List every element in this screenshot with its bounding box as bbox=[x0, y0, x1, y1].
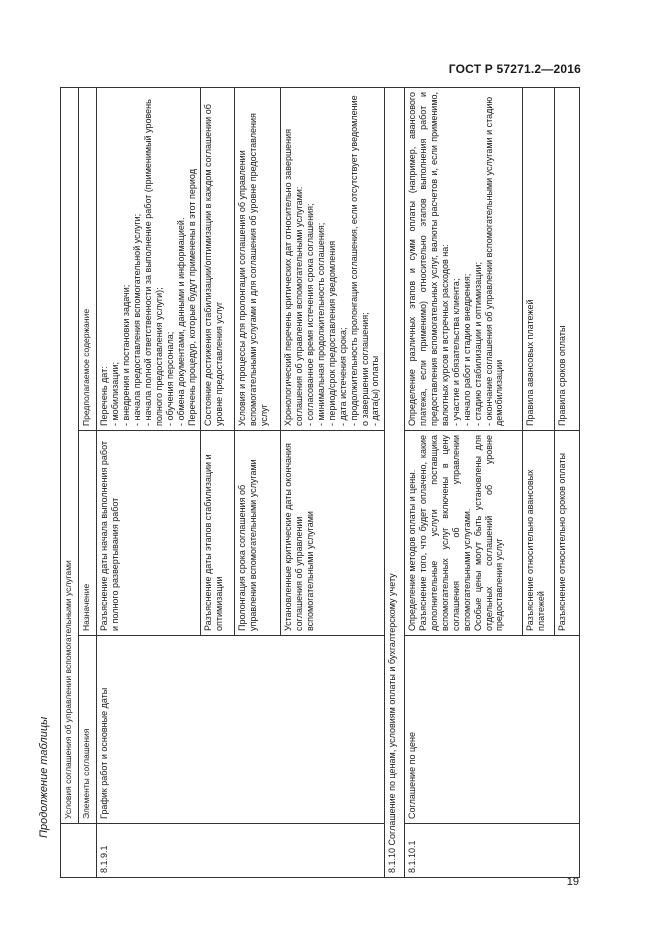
list-item: - участие и обязательства клиента; bbox=[450, 278, 461, 426]
list-item: - внедрения и постановки задачи; bbox=[120, 284, 131, 426]
row-number: 8.1.9.1 bbox=[97, 824, 385, 878]
column-header-elements: Элементы соглашения bbox=[79, 636, 97, 824]
column-header-purpose: Назначение bbox=[79, 431, 97, 636]
rotated-table-wrapper bbox=[60, 88, 580, 878]
row-number: 8.1.10.1 bbox=[404, 824, 579, 878]
content-intro: Перечень дат: bbox=[99, 366, 109, 426]
row-content: Правила авансовых платежей bbox=[522, 87, 554, 430]
list-item: - обмена документами, данными и информацией. bbox=[175, 217, 186, 426]
table-top-header: Условия соглашения об управлении вспомогательными услугами bbox=[61, 87, 79, 823]
row-content: Состояние достижения стабилизации/оптимизации в каждом соглашении об уровне предоставления услуг bbox=[200, 87, 234, 430]
page-number: 19 bbox=[566, 876, 579, 888]
list-item: - минимальная продолжительность соглашения; bbox=[315, 222, 326, 426]
table-top-header-row bbox=[61, 87, 79, 877]
list-item: - начало работ и стадию внедрения; bbox=[461, 273, 472, 426]
table-row bbox=[404, 87, 522, 877]
row-purpose: Пролонгация срока соглашения об управлении вспомогательными услугами bbox=[234, 431, 280, 636]
table-column-header-row bbox=[79, 87, 97, 877]
list-item: - дата(ы) оплаты bbox=[370, 355, 381, 426]
list-item: - окончание соглашения об управлении вспомогательными услугами и стадию демобилизации bbox=[483, 96, 505, 426]
row-purpose: Разъяснение даты начала выполнения работ и полного развертывания работ bbox=[97, 431, 201, 636]
list-item: - стадию стабилизации и оптимизации; bbox=[472, 262, 483, 426]
row-content: Правила сроков оплаты bbox=[554, 87, 579, 430]
list-item: - начала предоставления вспомогательной услуги; bbox=[131, 213, 142, 426]
list-item: - начала полной ответственности за выполнение работ (применимый уровень полного предоставления услуги); bbox=[142, 99, 164, 426]
section-row bbox=[384, 87, 404, 877]
row-element: Соглашение по цене bbox=[404, 636, 579, 824]
purpose-line: Разъяснение того, что будет оплачено, какие дополнительные услуги поставщика вспомогательных услуг включены в цену соглашения об управлении вспомогательными услугами. bbox=[417, 435, 472, 631]
number-column-header bbox=[61, 824, 97, 878]
row-content: Условия и процессы для пролонгации соглашения об управлении вспомогательными услугами и для соглашения об уровне предоставления услуг bbox=[234, 87, 280, 430]
row-content bbox=[97, 87, 201, 430]
list-item: - согласованное время истечения срока соглашения; bbox=[304, 203, 315, 426]
row-content bbox=[280, 87, 384, 430]
row-purpose: Установленные критические даты окончания соглашения об управлении вспомогательными услугами bbox=[280, 431, 384, 636]
content-intro: Хронологический перечень критических дат относительно завершения соглашения об управлении вспомогательными услугами: bbox=[282, 128, 304, 426]
column-header-content: Предполагаемое содержание bbox=[79, 87, 97, 430]
table-row bbox=[97, 87, 201, 877]
row-content bbox=[404, 87, 522, 430]
purpose-line: Особые цены могут быть установлены для отдельных соглашений об уровне предоставления услуг bbox=[472, 435, 505, 631]
row-purpose bbox=[404, 431, 522, 636]
list-item: - дата истечения срока; bbox=[337, 327, 348, 426]
spec-table bbox=[60, 87, 580, 878]
continuation-label: Продолжение таблицы bbox=[38, 716, 50, 838]
content-intro: Определение различных этапов и сумм оплаты (например, авансового платежа, если применимо) относительно этапов выполнения работ и предоставления вспомогательных услуг, валюты расчетов и, если применимо, валютных курсов и встречных расходов на: bbox=[406, 91, 450, 426]
list-item: - мобилизации; bbox=[109, 362, 120, 426]
row-purpose: Разъяснение относительно сроков оплаты bbox=[554, 431, 579, 636]
list-item: - период/срок предоставления уведомления bbox=[326, 240, 337, 426]
content-list bbox=[305, 92, 382, 426]
row-element: График работ и основные даты bbox=[97, 636, 385, 824]
content-list bbox=[110, 92, 187, 426]
content-list bbox=[451, 92, 506, 426]
row-purpose: Разъяснение даты этапов стабилизации и оптимизации bbox=[200, 431, 234, 636]
row-purpose: Разъяснение относительно авансовых платежей bbox=[522, 431, 554, 636]
section-title: 8.1.10 Соглашение по ценам, условиям оплаты и бухгалтерскому учету bbox=[384, 87, 404, 877]
list-item: - продолжительность пролонгации соглашения, если отсутствует уведомление о завершении соглашения; bbox=[348, 95, 370, 426]
content-tail: Перечень процедур, которые будут применены в этот период bbox=[186, 169, 197, 426]
purpose-line: Определение методов оплаты и цены. bbox=[406, 469, 417, 631]
list-item: - обучения персонала; bbox=[164, 331, 175, 426]
standard-code-header: ГОСТ Р 57271.2—2016 bbox=[448, 62, 581, 76]
